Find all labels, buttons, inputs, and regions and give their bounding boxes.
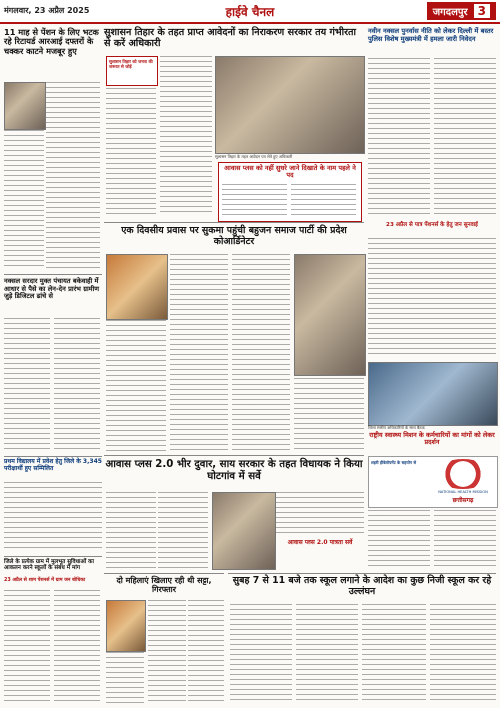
photo-coordinator (106, 254, 168, 320)
article-naxal-col1 (4, 318, 50, 453)
article-naxal-col2 (54, 318, 100, 453)
article-bsp-col2 (170, 254, 228, 452)
inset-box (106, 56, 158, 86)
article-health-col1 (368, 510, 430, 570)
photo-survey (212, 492, 276, 570)
article-district-col2 (54, 590, 100, 704)
subhead-awas: आवास प्लस 2.0 पात्रता सर्वे (287, 539, 353, 546)
caption-officials: जिला स्तरीय अधिकारियों के साथ बैठक (368, 425, 425, 430)
article-farmers (368, 238, 496, 358)
article-district-col1 (4, 590, 50, 704)
article-health-col2 (434, 510, 496, 570)
ad-title: शहरी हीवेलोपमेंट के सहयोग से (371, 460, 417, 465)
headline-naxal: नक्सल सरदार मुक्त पंचायत बकेवाही में आधार से पैसे का लेन-देन प्रारंभ ग्रामीण जुड़े डिजिटल ढांचे से (4, 277, 100, 301)
divider (104, 573, 224, 574)
headline-health-mission: राष्ट्रीय स्वास्थ्य मिशन के कर्मचारियों का मांगों को लेकर प्रदर्शन (369, 431, 495, 447)
issue-date: मंगलवार, 23 अप्रैल 2025 (4, 6, 90, 15)
subhead-april: 23 अप्रैल से शाम पेंशनर्स में ग्राम जन बोधिका (4, 578, 86, 583)
article-school-col2 (296, 604, 358, 704)
divider (4, 556, 102, 557)
divider (104, 455, 364, 456)
ad-logo-text: NATIONAL HEALTH MISSION (438, 490, 488, 494)
article-bsp-col3 (232, 254, 290, 452)
page-number: 3 (474, 4, 490, 18)
headline-betting: दो महिलाएं खिलाए रही थी सट्टा, गिरफ्तार (116, 576, 212, 595)
headline-dialysis: आवास प्लस को नहीं सुधरे जाने दिखाते के नाम पहले ने पद (224, 164, 356, 180)
article-pension-col1 (46, 82, 100, 272)
inset-quote: सुशासन तिहार को जनता की जरूरत से जोड़ें (109, 59, 153, 69)
headline-farmers: 23 अप्रैल से पात्र पेंशनर्स के हेतु जन सुनवाई (386, 222, 478, 228)
article-school-col1 (230, 604, 292, 704)
headline-main-banner: सुशासन तिहार के तहत प्राप्त आवेदनों का निराकरण सरकार तय गंभीरता से करें अधिकारी (104, 27, 356, 50)
article-housing-col3 (276, 492, 364, 536)
article-school-col3 (362, 604, 426, 704)
paper-name: हाईवे चैनल (225, 5, 275, 19)
photo-pensioner (4, 82, 46, 130)
article-betting-col3 (188, 600, 224, 704)
article-school-col4 (430, 604, 496, 704)
divider (104, 222, 364, 223)
headline-pension: 11 माह से पेंशन के लिए भटक रहे रिटायर्ड आरआई दफ्तरों के चक्कर काटने मजबूर हुए (4, 27, 99, 56)
headline-right-top: नवीन नक्सल पुनर्वास नीति को लेकर दिल्ली में बस्तर पुलिस विशेष मुख्यमंत्री में हमला जारी निवेदन (368, 27, 494, 43)
article-first-aid (4, 482, 102, 552)
article-main-col1 (106, 88, 156, 216)
divider (228, 573, 496, 574)
photo-villagers (294, 254, 366, 376)
photo-accused (106, 600, 146, 652)
ad-health (368, 456, 498, 508)
divider (4, 456, 102, 457)
headline-district: जिले के प्रत्येक ग्राम में मुलभूत सुविधाओं का आकलन करने स्कूलों के संबंध में मांग (4, 559, 94, 572)
article-bsp-col1 (106, 320, 166, 452)
article-right-col2 (434, 58, 496, 218)
caption-meeting: सुशासन तिहार के तहत आवेदन पत्र लेते हुए अधिकारी (215, 154, 293, 159)
article-pension-col2 (4, 130, 44, 270)
headline-housing: आवास प्लस 2.0 भीर दुवार, साय सरकार के तहत विधायक ने किया घोटगांव में सर्वे (105, 459, 363, 482)
article-bsp-col4 (294, 378, 364, 452)
city-page-label (427, 2, 496, 20)
article-betting-col2 (148, 600, 186, 704)
article-main-col2 (160, 56, 212, 216)
nhm-logo-icon (435, 459, 491, 489)
city-name: जगदलपुर (432, 7, 468, 18)
headline-bsp: एक दिवसीय प्रवास पर सुकमा पहुंची बहुजन समाज पार्टी की प्रदेश कोआर्डिनेटर (121, 225, 347, 247)
article-betting-col1 (106, 652, 144, 704)
photo-officials (368, 362, 498, 426)
article-dialysis-col2 (291, 184, 356, 216)
article-housing-col2 (158, 492, 208, 570)
article-right-col1 (368, 58, 430, 218)
article-dialysis-col1 (222, 184, 287, 216)
headline-school: सुबह 7 से 11 बजे तक स्कूल लगाने के आदेश का कुछ निजी स्कूल कर रहे उल्लंघन (232, 575, 492, 597)
article-housing-col1 (106, 492, 156, 570)
photo-meeting (215, 56, 365, 154)
divider (4, 274, 102, 275)
ad-state: छत्तीसगढ़ (452, 497, 474, 504)
headline-first-aid: प्रथम विद्यालय में प्रवेश हेतु जिले के 3,345 परीक्षार्थी हुए सम्मिलित (4, 458, 102, 472)
